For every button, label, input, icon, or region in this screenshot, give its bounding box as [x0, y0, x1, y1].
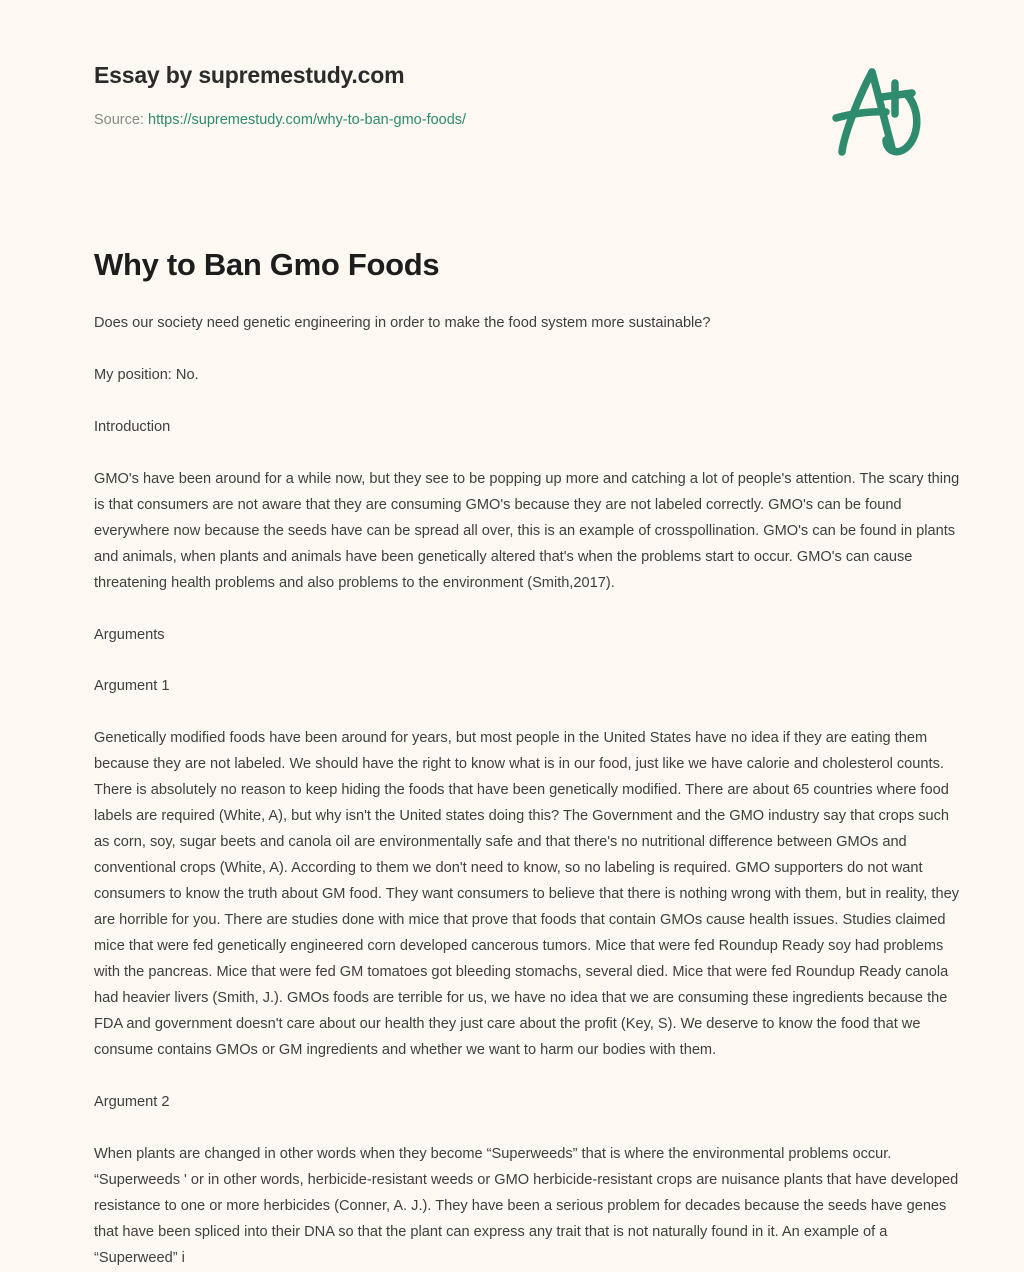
source-label: Source: [94, 111, 144, 128]
heading-argument-1: Argument 1 [94, 678, 170, 695]
essay-title: Why to Ban Gmo Foods [94, 247, 440, 282]
prompt-question: Does our society need genetic engineering in order to make the food system more sustainable? [94, 314, 711, 331]
heading-argument-2: Argument 2 [94, 1094, 170, 1111]
source-line [94, 111, 930, 130]
argument-1-paragraph: Genetically modified foods have been around for years, but most people in the United States have no idea if they are eating them because they are not labeled. We should have the right to know what is in our food, just like we have calorie and cholesterol counts. There is absolutely no reason to keep hiding the foods that have been genetically modified. There are about 65 countries where food labels are required (White, A), but why isn't the United states doing this? The Government and the GMO industry say that crops such as corn, soy, sugar beets and canola oil are environmentally safe and that there's no nutritional difference between GMOs and conventional crops (White, A). According to them we don't need to know, so no labeling is required. GMO supporters do not want consumers to know the truth about GM food. They want consumers to believe that there is nothing wrong with them, but in reality, they are horrible for you. There are studies done with mice that prove that foods that contain GMOs cause health issues. Studies claimed mice that were fed genetically engineered corn developed cancerous tumors. Mice that were fed Roundup Ready soy had problems with the pancreas. Mice that were fed GM tomatoes got bleeding stomachs, several died. Mice that were fed Roundup Ready canola had heavier livers (Smith, J.). GMOs foods are terrible for us, we have no idea that we are consuming these ingredients because the FDA and government doesn't care about our health they just care about the profit (Key, S). We deserve to know the food that we consume contains GMOs or GM ingredients and whether we want to harm our bodies with them. [94, 730, 959, 1059]
position-statement: My position: No. [94, 366, 199, 383]
essay-body [94, 246, 960, 1272]
introduction-paragraph: GMO's have been around for a while now, but they see to be popping up more and catching a lot of people's attention. The scary thing is that consumers are not aware that they are consuming GMO's because they are not labeled correctly. GMO's can be found everywhere now because the seeds have can be spread all over, this is an example of crosspollination. GMO's can be found in plants and animals, when plants and animals have been genetically altered that's when the problems start to occur. GMO's can cause threatening health problems and also problems to the environment (Smith,2017). [94, 470, 960, 591]
heading-introduction: Introduction [94, 418, 171, 435]
heading-arguments: Arguments [94, 626, 165, 643]
argument-2-paragraph: When plants are changed in other words when they become “Superweeds” that is where the environmental problems occur. “Superweeds ' or in other words, herbicide-resistant weeds or GMO herbicide-resistant crops are nuisance plants that have developed resistance to one or more herbicides (Conner, A. J.). They have been a serious problem for decades because the seeds have genes that have been spliced into their DNA so that the plant can express any trait that is not naturally found in it. An example of a “Superweed” i [94, 1146, 959, 1266]
site-header [94, 62, 930, 129]
site-title: Essay by supremestudy.com [94, 62, 405, 88]
brand-logo-a-plus-icon [822, 56, 942, 166]
source-url-link[interactable]: https://supremestudy.com/why-to-ban-gmo-foods/ [148, 111, 467, 128]
